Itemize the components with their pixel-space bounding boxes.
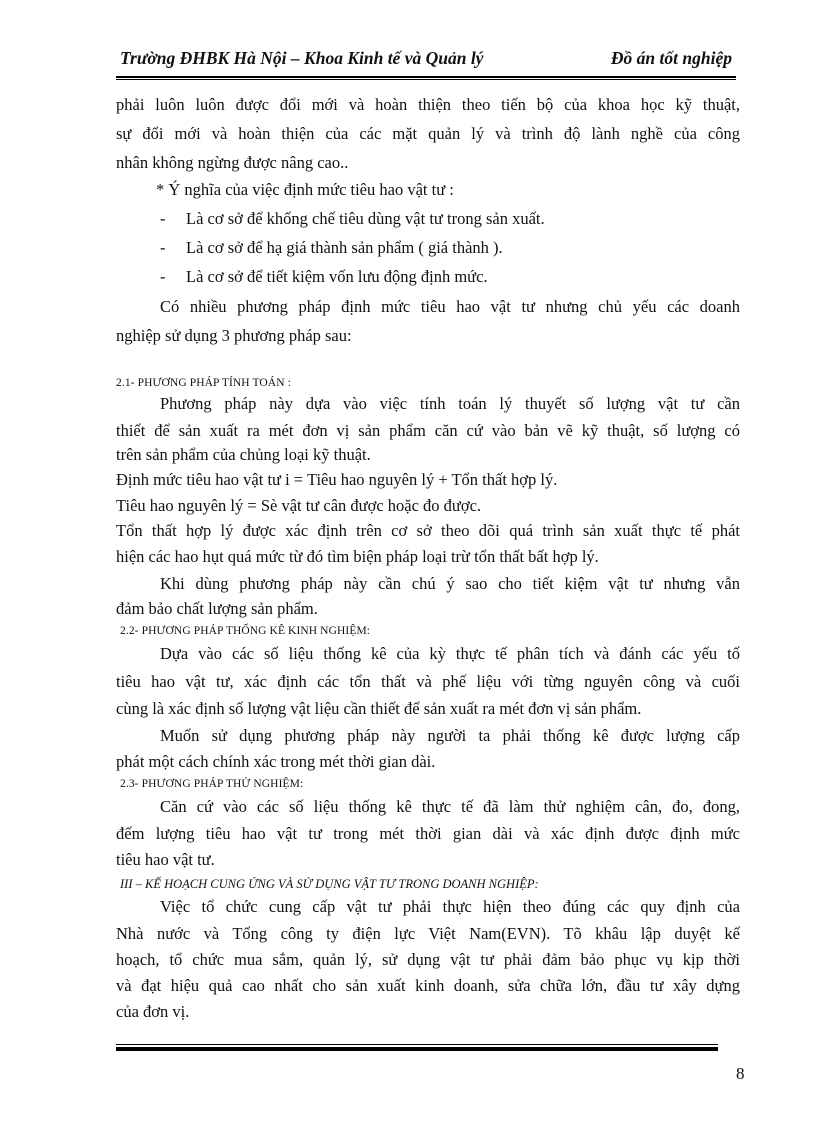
bullet-dash: -	[160, 238, 166, 257]
paragraph-line: Dựa vào các số liệu thống kê của kỳ thực tế phân tích và đánh các yếu tố	[160, 644, 740, 663]
paragraph-line: phải luôn luôn được đổi mới và hoàn thiện theo tiến bộ của khoa học kỹ thuật,	[116, 95, 740, 114]
paragraph-line: Việc tổ chức cung cấp vật tư phải thực hiện theo đúng các quy định của	[160, 897, 740, 916]
paragraph-line: tiêu hao vật tư.	[116, 850, 215, 869]
bullet-item: Là cơ sở để hạ giá thành sản phẩm ( giá thành ).	[186, 238, 503, 257]
paragraph-line: Nhà nước và Tổng công ty điện lực Việt Nam(EVN). Tõ khâu lập duyệt kế	[116, 924, 740, 943]
bullet-dash: -	[160, 209, 166, 228]
bullet-dash: -	[160, 267, 166, 286]
paragraph-line: hoạch, tổ chức mua sắm, quản lý, sử dụng vật tư phải đảm bảo phục vụ kịp thời	[116, 950, 740, 969]
section-heading-2-3: 2.3- PHƯƠNG PHÁP THỬ NGHIỆM:	[120, 778, 304, 790]
page-number: 8	[736, 1064, 745, 1083]
paragraph-line: Có nhiều phương pháp định mức tiêu hao vật tư nhưng chủ yếu các doanh	[160, 297, 740, 316]
paragraph-line: Căn cứ vào các số liệu thống kê thực tế đã làm thử nghiệm cân, đo, đong,	[160, 797, 740, 816]
significance-heading: * Ý nghĩa của việc định mức tiêu hao vật tư :	[156, 180, 454, 199]
footer-rule	[116, 1044, 718, 1051]
header-rule	[116, 76, 736, 80]
paragraph-line: Khi dùng phương pháp này cần chú ý sao cho tiết kiệm vật tư nhưng vẫn	[160, 574, 740, 593]
paragraph-line: phát một cách chính xác trong mét thời gian dài.	[116, 752, 436, 771]
paragraph-line: Muốn sử dụng phương pháp này người ta phải thống kê được lượng cấp	[160, 726, 740, 745]
paragraph-line: nhân không ngừng được nâng cao..	[116, 153, 349, 172]
bullet-item: Là cơ sở để khống chế tiêu dùng vật tư trong sản xuất.	[186, 209, 545, 228]
paragraph-line: đếm lượng tiêu hao vật tư trong mét thời gian dài và xác định được định mức	[116, 824, 740, 843]
paragraph-line: của đơn vị.	[116, 1002, 190, 1021]
paragraph-line: thiết để sản xuất ra mét đơn vị sản phẩm căn cứ vào bản vẽ kỹ thuật, số lượng có	[116, 421, 740, 440]
paragraph-line: Phương pháp này dựa vào việc tính toán lý thuyết số lượng vật tư cần	[160, 394, 740, 413]
paragraph-line: cùng là xác định số lượng vật liệu cần thiết để sản xuất ra mét đơn vị sản phẩm.	[116, 699, 642, 718]
paragraph-line: nghiệp sử dụng 3 phương pháp sau:	[116, 326, 352, 345]
paragraph-line: Tiêu hao nguyên lý = Sè vật tư cân được hoặc đo được.	[116, 496, 482, 515]
header-school: Trường ĐHBK Hà Nội – Khoa Kinh tế và Quản lý	[120, 48, 484, 68]
paragraph-line: và đạt hiệu quả cao nhất cho sản xuất kinh doanh, sửa chữa lớn, đầu tư xây dựng	[116, 976, 740, 995]
bullet-item: Là cơ sở để tiết kiệm vốn lưu động định mức.	[186, 267, 488, 286]
paragraph-line: sự đổi mới và hoàn thiện của các mặt quản lý và trình độ lành nghề của công	[116, 124, 740, 143]
header-doc-type: Đồ án tốt nghiệp	[610, 48, 732, 68]
paragraph-line: tiêu hao vật tư, xác định các tổn thất và phế liệu với từng nguyên công và cuối	[116, 672, 740, 691]
paragraph-line: đảm bảo chất lượng sản phẩm.	[116, 599, 318, 618]
paragraph-line: trên sản phẩm của chủng loại kỹ thuật.	[116, 445, 371, 464]
paragraph-line: Tổn thất hợp lý được xác định trên cơ sở theo dõi quá trình sản xuất thực tế phát	[116, 521, 740, 540]
paragraph-line: Định mức tiêu hao vật tư i = Tiêu hao nguyên lý + Tổn thất hợp lý.	[116, 470, 558, 489]
section-heading-III: III – KẾ HOẠCH CUNG ỨNG VÀ SỬ DỤNG VẬT TƯ TRONG DOANH NGHIỆP:	[120, 877, 539, 891]
section-heading-2-1: 2.1- PHƯƠNG PHÁP TÍNH TOÁN :	[116, 377, 291, 389]
paragraph-line: hiện các hao hụt quá mức từ đó tìm biện pháp loại trừ tổn thất bất hợp lý.	[116, 547, 599, 566]
section-heading-2-2: 2.2- PHƯƠNG PHÁP THỐNG KÊ KINH NGHIỆM:	[120, 625, 371, 637]
page-header	[120, 46, 732, 72]
